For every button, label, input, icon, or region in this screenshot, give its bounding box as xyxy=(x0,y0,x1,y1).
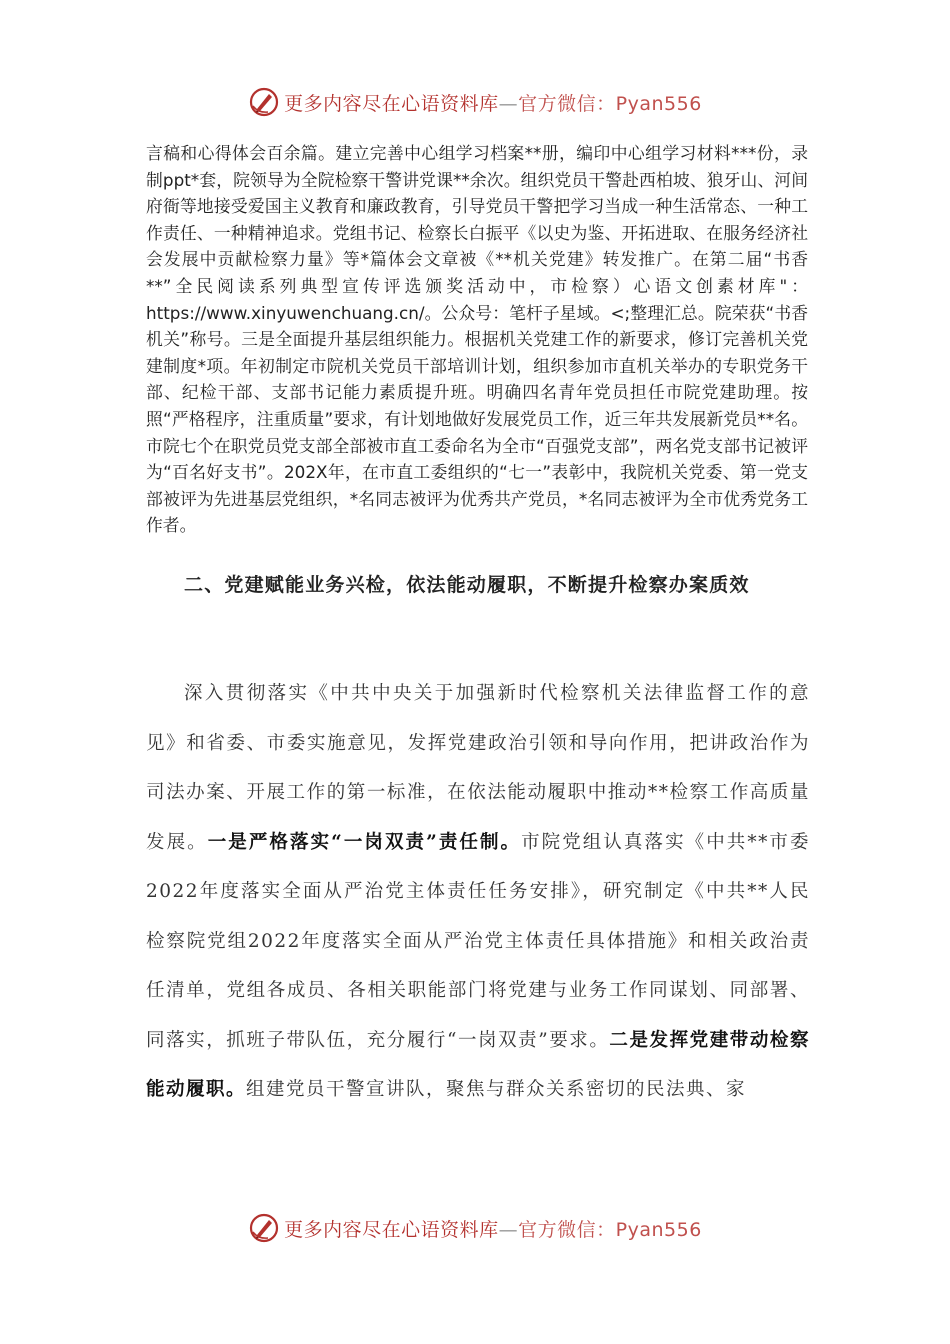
dense-paragraph: 言稿和心得体会百余篇。建立完善中心组学习档案**册，编印中心组学习材料***份，录制ppt*套，院领导为全院检察干警讲党课**余次。组织党员干警赴西柏坡、狼牙山、河间府衙等地接受爱国主义教育和廉政教育，引导党员干警把学习当成一种生活常态、一种工作责任、一种精神追求。党组书记、检察长白振平《以史为鉴、开拓进取、在服务经济社会发展中贡献检察力量》等*篇体会文章被《**机关党建》转发推广。在第二届“书香**”全民阅读系列典型宣传评选颁奖活动中，市检察）心语文创素材库"：https://www.xinyuwenchuang.cn/。公众号：笔杆子星域。<;整理汇总。院荣获“书香机关”称号。三是全面提升基层组织能力。根据机关党建工作的新要求，修订完善机关党建制度*项。年初制定市院机关党员干部培训计划，组织参加市直机关举办的专职党务干部、纪检干部、支部书记能力素质提升班。明确四名青年党员担任市院党建助理。按照“严格程序，注重质量”要求，有计划地做好发展党员工作，近三年共发展新党员**名。市院七个在职党员党支部全部被市直工委命名为全市“百强党支部”，两名党支部书记被评为“百名好支书”。202X年，在市直工委组织的“七一”表彰中，我院机关党委、第一党支部被评为先进基层党组织，*名同志被评为优秀共产党员，*名同志被评为全市优秀党务工作者。 xyxy=(146,143,808,536)
banner-text xyxy=(284,1215,702,1242)
pen-logo-icon xyxy=(248,1212,280,1244)
banner-wechat: 官方微信：Pyan556 xyxy=(518,92,702,115)
body-text-1: 深入贯彻落实《中共中央关于加强新时代检察机关法律监督工作的意见》和省委、市委实施意见，发挥党建政治引领和导向作用，把讲政治作为司法办案、开展工作的第一标准，在依法能动履职中推动**检察工作高质量发展。 xyxy=(146,683,810,853)
banner-text xyxy=(284,89,702,116)
body-paragraph xyxy=(146,669,810,1115)
body-text-3: 组建党员干警宣讲队，聚焦与群众关系密切的民法典、家 xyxy=(246,1079,747,1100)
body-text-2: 市院党组认真落实《中共**市委2022年度落实全面从严治党主体责任任务安排》，研究制定《中共**人民检察院党组2022年度落实全面从严治党主体责任具体措施》和相关政治责任清单，党组各成员、各相关职能部门将党建与业务工作同谋划、同部署、同落实，抓班子带队伍，充分履行“一岗双责”要求。 xyxy=(146,831,810,1051)
banner-separator: — xyxy=(498,92,519,115)
section-heading: 二、党建赋能业务兴检，依法能动履职，不断提升检察办案质效 xyxy=(184,574,750,596)
banner-separator: — xyxy=(498,1218,519,1241)
footer-banner xyxy=(0,1208,950,1248)
bold-point-2: 二是发挥党建带动检察能动履职。 xyxy=(146,1029,810,1100)
banner-title: 更多内容尽在心语资料库 xyxy=(284,92,499,115)
banner-title: 更多内容尽在心语资料库 xyxy=(284,1218,499,1241)
pen-logo-icon xyxy=(248,86,280,118)
banner-wechat: 官方微信：Pyan556 xyxy=(518,1218,702,1241)
bold-point-1: 一是严格落实“一岗双责”责任制。 xyxy=(207,831,522,853)
header-banner xyxy=(0,82,950,122)
